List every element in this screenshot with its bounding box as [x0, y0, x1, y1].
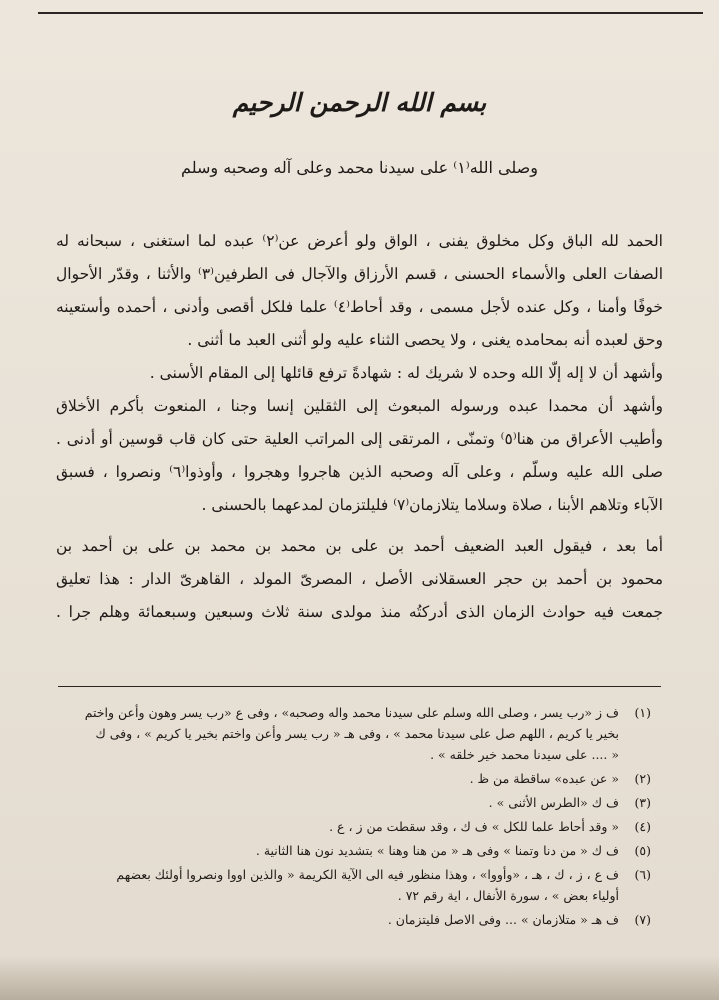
footnote-line: ف ك « من دنا وتمنا » وفى هـ « من هنا وهنا » بتشديد نون هنا الثانية . — [255, 843, 619, 858]
footnote-item — [60, 864, 651, 906]
footnote-line: ف ز «رب يسر ، وصلى الله وسلم على سيدنا محمد واله وصحبه» ، وفى ع «رب يسر وهون وأعن واختم — [84, 705, 619, 720]
body-line: الحمد لله الباق وكل مخلوق يفنى ، الواق ولو أعرض عن⁽٢⁾ عبده لما استغنى ، سبحانه له — [56, 232, 663, 250]
footnote-line: « وقد أحاط علما للكل » ف ك ، وقد سقطت من ز ، ع . — [329, 819, 619, 834]
body-line: الصفات العلى والأسماء الحسنى ، قسم الأرزاق والآجال فى الطرفين⁽٣⁾ والأثنا ، وقدّر الأحوال — [56, 265, 663, 283]
body-line: محمود بن أحمد بن حجر العسقلانى الأصل ، المصرىّ المولد ، القاهرىّ الدار : هذا تعليق — [56, 570, 663, 588]
footnote-text — [60, 909, 619, 930]
footnote-line: ف ع ، ز ، ك ، هـ ، «وأووا» ، وهذا منظور فيه الى الآية الكريمة « والذين اووا ونصروا أولئك بعضهم — [116, 867, 619, 882]
body-line: وحق لعبده أنه بمحامده يغنى ، ولا يحصى الثناء عليه ولو أثنى العبد ما أثنى . — [187, 331, 663, 349]
page-bottom-shadow — [0, 956, 719, 1000]
footnote-item — [60, 909, 651, 930]
body-line: وأطيب الأعراق من هنا⁽٥⁾ وتمنّى ، المرتقى إلى المراتب العلية حتى كان قاب قوسين أو أدنى . — [56, 430, 663, 448]
footnote-number: (٧) — [634, 912, 651, 927]
footnote-line: ف هـ « متلازمان » ... وفى الاصل فليتزمان . — [387, 912, 619, 927]
footnote-number: (٢) — [634, 771, 651, 786]
footnote-text — [60, 702, 619, 765]
body-line: أما بعد ، فيقول العبد الضعيف أحمد بن على بن محمد بن محمد بن على بن أحمد بن — [56, 537, 663, 555]
footnote-line: « .... على سيدنا محمد خير خلقه » . — [430, 747, 619, 762]
footnote-item — [60, 840, 651, 861]
footnote-number: (٦) — [634, 867, 651, 882]
footnote-line: ف ك «الطرس الأثنى » . — [488, 795, 619, 810]
footnote-text — [60, 840, 619, 861]
footnote-number: (٥) — [634, 843, 651, 858]
footnote-text — [60, 792, 619, 813]
body-line: وأشهد أن لا إله إلّا الله وحده لا شريك له : شهادةً ترفع قائلها إلى المقام الأسنى . — [149, 364, 663, 382]
body-line: وأشهد أن محمدا عبده ورسوله المبعوث إلى الثقلين إنسا وجنا ، المنعوت بأكرم الأخلاق — [56, 397, 663, 415]
footnotes-rule — [58, 686, 661, 687]
body-line: خوفًا وأمنا ، وكل عنده لأجل مسمى ، وقد أحاط⁽٤⁾ علما فلكل أقصى وأدنى ، أحمده وأستعينه — [56, 298, 663, 316]
footnote-line: بخير يا كريم ، اللهم صل على سيدنا محمد » ، وفى هـ « رب يسر وأعن واختم بخير يا كريم » ، وفى ك — [95, 726, 619, 741]
footnotes — [60, 702, 651, 933]
footnote-number: (١) — [634, 705, 651, 720]
footnote-item — [60, 816, 651, 837]
footnote-line: أولياء بعض » ، سورة الأنفال ، اية رقم ٧٢ . — [397, 888, 619, 903]
footnote-number: (٤) — [634, 819, 651, 834]
footnote-item — [60, 792, 651, 813]
footnote-item — [60, 702, 651, 765]
basmala-heading: بسم الله الرحمن الرحيم — [232, 88, 487, 117]
top-rule — [38, 12, 703, 14]
footnote-number: (٣) — [634, 795, 651, 810]
footnote-text — [60, 816, 619, 837]
body-line: جمعت فيه حوادث الزمان الذى أدركتُه منذ مولدى سنة ثلاث وسبعين وسبعمائة وهلم جرا . — [56, 603, 663, 621]
paragraph-gap — [56, 522, 663, 530]
footnote-line: « عن عبده» ساقطة من ظ . — [469, 771, 619, 786]
footnote-text — [60, 768, 619, 789]
body-line: صلى الله عليه وسلّم ، وعلى آله وصحبه الذين هاجروا وهجروا ، وأوذوا⁽٦⁾ ونصروا ، فسبق — [56, 463, 663, 481]
main-text — [56, 225, 663, 629]
footnote-item — [60, 768, 651, 789]
footnote-text — [60, 864, 619, 906]
body-line: الآباء وتلاهم الأبنا ، صلاة وسلاما يتلازمان⁽٧⁾ فليلتزمان لمدعهما بالحسنى . — [201, 496, 663, 514]
salawat-line: وصلى الله⁽١⁾ على سيدنا محمد وعلى آله وصحبه وسلم — [181, 158, 538, 177]
